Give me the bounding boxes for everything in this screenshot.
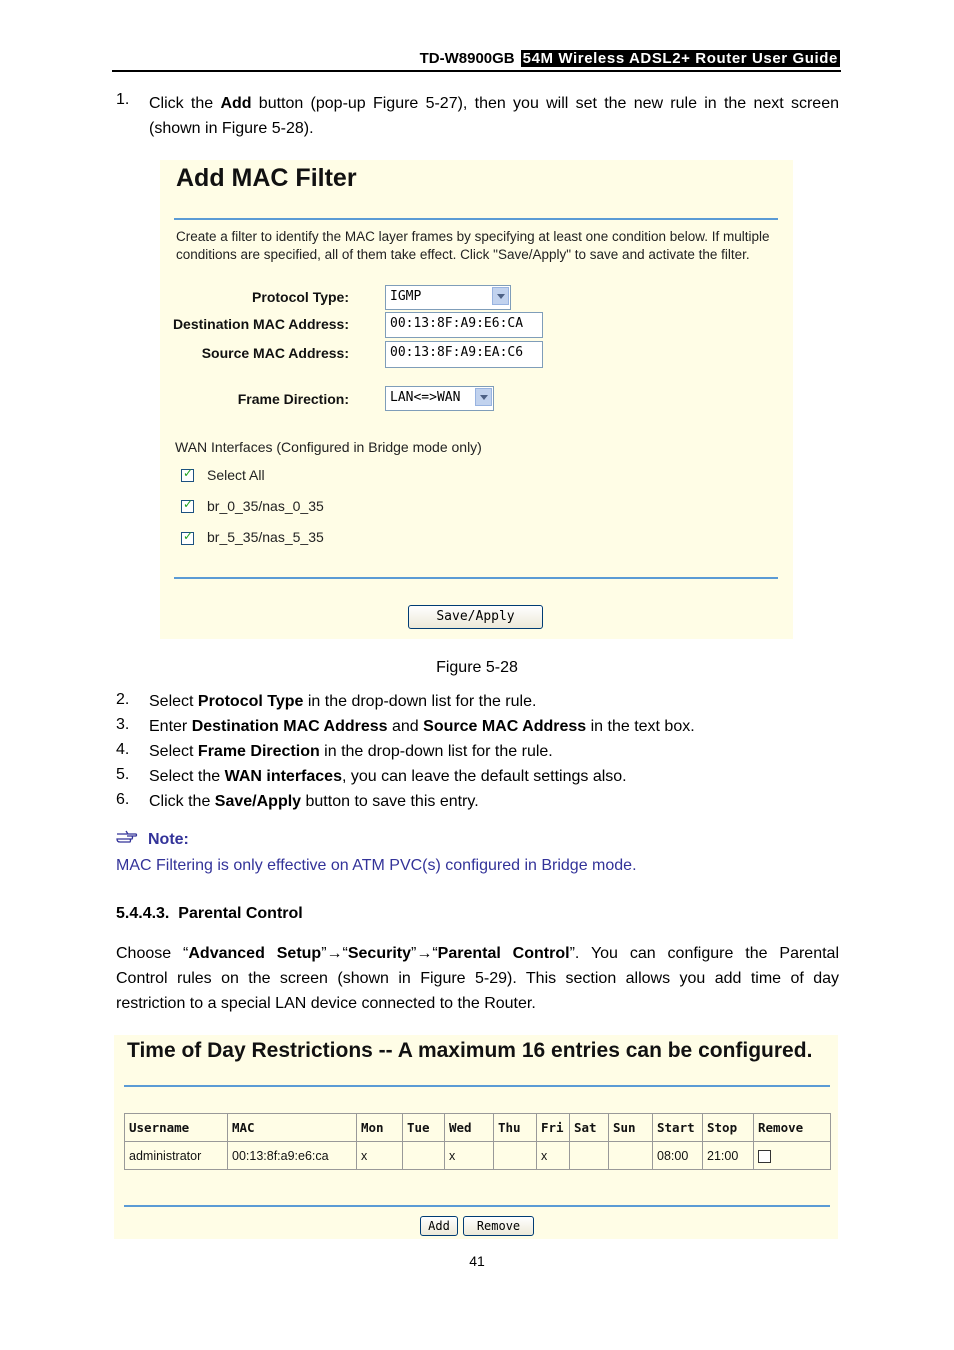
table-header-row	[125, 1114, 831, 1142]
column-header: Sun	[609, 1114, 653, 1142]
add-button[interactable]: Add	[420, 1216, 458, 1236]
column-header: Stop	[703, 1114, 754, 1142]
paragraph-line-3: restriction to a special LAN device connected to the Router.	[116, 995, 536, 1012]
table-cell	[403, 1142, 445, 1170]
step-number: 1.	[116, 91, 130, 108]
step-number: 3.	[116, 716, 130, 733]
select-all-label: Select All	[207, 467, 265, 483]
source-mac-input[interactable]: 00:13:8F:A9:EA:C6	[385, 341, 543, 368]
step-number: 2.	[116, 691, 130, 708]
protocol-type-label: Protocol Type:	[252, 289, 349, 305]
page-header	[112, 50, 840, 70]
table-cell: x	[357, 1142, 403, 1170]
time-of-day-restrictions-screenshot	[114, 1035, 838, 1239]
step-1-line-1: Click the Add button (pop-up Figure 5-27), then you will set the new rule in the next screen	[149, 95, 839, 112]
divider	[124, 1205, 830, 1207]
frame-direction-value: LAN<=>WAN	[390, 390, 461, 405]
step-1-line-2: (shown in Figure 5-28).	[149, 120, 314, 137]
table-cell	[494, 1142, 537, 1170]
step-5-text: Select the WAN interfaces, you can leave the default settings also.	[149, 768, 627, 785]
section-heading	[116, 905, 303, 923]
header-model: TD-W8900GB	[419, 50, 515, 67]
table-cell: 08:00	[653, 1142, 703, 1170]
column-header: Wed	[445, 1114, 494, 1142]
section-number: 5.4.4.3.	[116, 905, 170, 922]
table-cell: x	[445, 1142, 494, 1170]
select-all-checkbox[interactable]	[181, 469, 194, 482]
column-header: MAC	[228, 1114, 357, 1142]
note-heading: Note:	[116, 830, 189, 849]
table-cell: administrator	[125, 1142, 228, 1170]
paragraph-line-2: Control rules on the screen (shown in Figure 5-29). This section allows you add time of day	[116, 970, 839, 987]
column-header: Tue	[403, 1114, 445, 1142]
table-cell: 00:13:8f:a9:e6:ca	[228, 1142, 357, 1170]
add-mac-filter-screenshot	[160, 160, 793, 639]
step-3-text: Enter Destination MAC Address and Source MAC Address in the text box.	[149, 718, 695, 735]
protocol-type-value: IGMP	[390, 289, 422, 304]
frame-direction-select[interactable]	[385, 386, 494, 411]
column-header: Sat	[570, 1114, 609, 1142]
chevron-down-icon[interactable]	[492, 287, 509, 305]
step-number: 6.	[116, 791, 130, 808]
step-2-text: Select Protocol Type in the drop-down list for the rule.	[149, 693, 537, 710]
table-row	[125, 1142, 831, 1170]
br-0-35-label: br_0_35/nas_0_35	[207, 498, 324, 514]
header-divider	[112, 70, 841, 72]
pointing-hand-icon	[116, 830, 140, 849]
arrow-icon: →	[326, 945, 343, 962]
step-number: 4.	[116, 741, 130, 758]
filter-description: Create a filter to identify the MAC layer frames by specifying at least one condition below. If multiple conditions are specified, all of them take effect. Click "Save/Apply" to save and activate the filter.	[176, 229, 770, 262]
paragraph-line-1: Choose “Advanced Setup”→“Security”→“Parental Control”. You can configure the Parental	[116, 945, 839, 962]
column-header: Start	[653, 1114, 703, 1142]
save-apply-button[interactable]: Save/Apply	[408, 605, 543, 629]
frame-direction-label: Frame Direction:	[237, 391, 349, 407]
table-cell	[570, 1142, 609, 1170]
destination-mac-label: Destination MAC Address:	[172, 316, 349, 332]
protocol-type-select[interactable]	[385, 285, 511, 310]
step-number: 5.	[116, 766, 130, 783]
divider	[124, 1085, 830, 1087]
divider	[174, 577, 778, 579]
column-header: Mon	[357, 1114, 403, 1142]
table-cell: 21:00	[703, 1142, 754, 1170]
time-of-day-title: Time of Day Restrictions -- A maximum 16 entries can be configured.	[127, 1039, 813, 1062]
figure-caption: Figure 5-28	[436, 659, 518, 676]
page-number: 41	[469, 1253, 485, 1269]
section-title: Parental Control	[178, 905, 303, 922]
step-6-text: Click the Save/Apply button to save this entry.	[149, 793, 479, 810]
remove-checkbox[interactable]	[758, 1150, 771, 1163]
br-5-35-checkbox[interactable]	[181, 532, 194, 545]
source-mac-label: Source MAC Address:	[201, 345, 349, 361]
arrow-icon: →	[416, 945, 433, 962]
chevron-down-icon[interactable]	[475, 388, 492, 406]
wan-interfaces-heading: WAN Interfaces (Configured in Bridge mode only)	[175, 439, 482, 455]
add-mac-filter-title: Add MAC Filter	[176, 164, 357, 192]
remove-button[interactable]: Remove	[463, 1216, 534, 1236]
br-5-35-label: br_5_35/nas_5_35	[207, 529, 324, 545]
header-guide-title: 54M Wireless ADSL2+ Router User Guide	[522, 50, 838, 67]
table-cell	[754, 1142, 831, 1170]
note-text: MAC Filtering is only effective on ATM PVC(s) configured in Bridge mode.	[116, 857, 637, 874]
table-cell	[609, 1142, 653, 1170]
step-4-text: Select Frame Direction in the drop-down list for the rule.	[149, 743, 553, 760]
column-header: Username	[125, 1114, 228, 1142]
column-header: Thu	[494, 1114, 537, 1142]
column-header: Remove	[754, 1114, 831, 1142]
divider	[174, 218, 778, 220]
table-cell: x	[537, 1142, 570, 1170]
br-0-35-checkbox[interactable]	[181, 500, 194, 513]
destination-mac-input[interactable]: 00:13:8F:A9:E6:CA	[385, 312, 543, 338]
restrictions-table	[124, 1113, 831, 1170]
column-header: Fri	[537, 1114, 570, 1142]
